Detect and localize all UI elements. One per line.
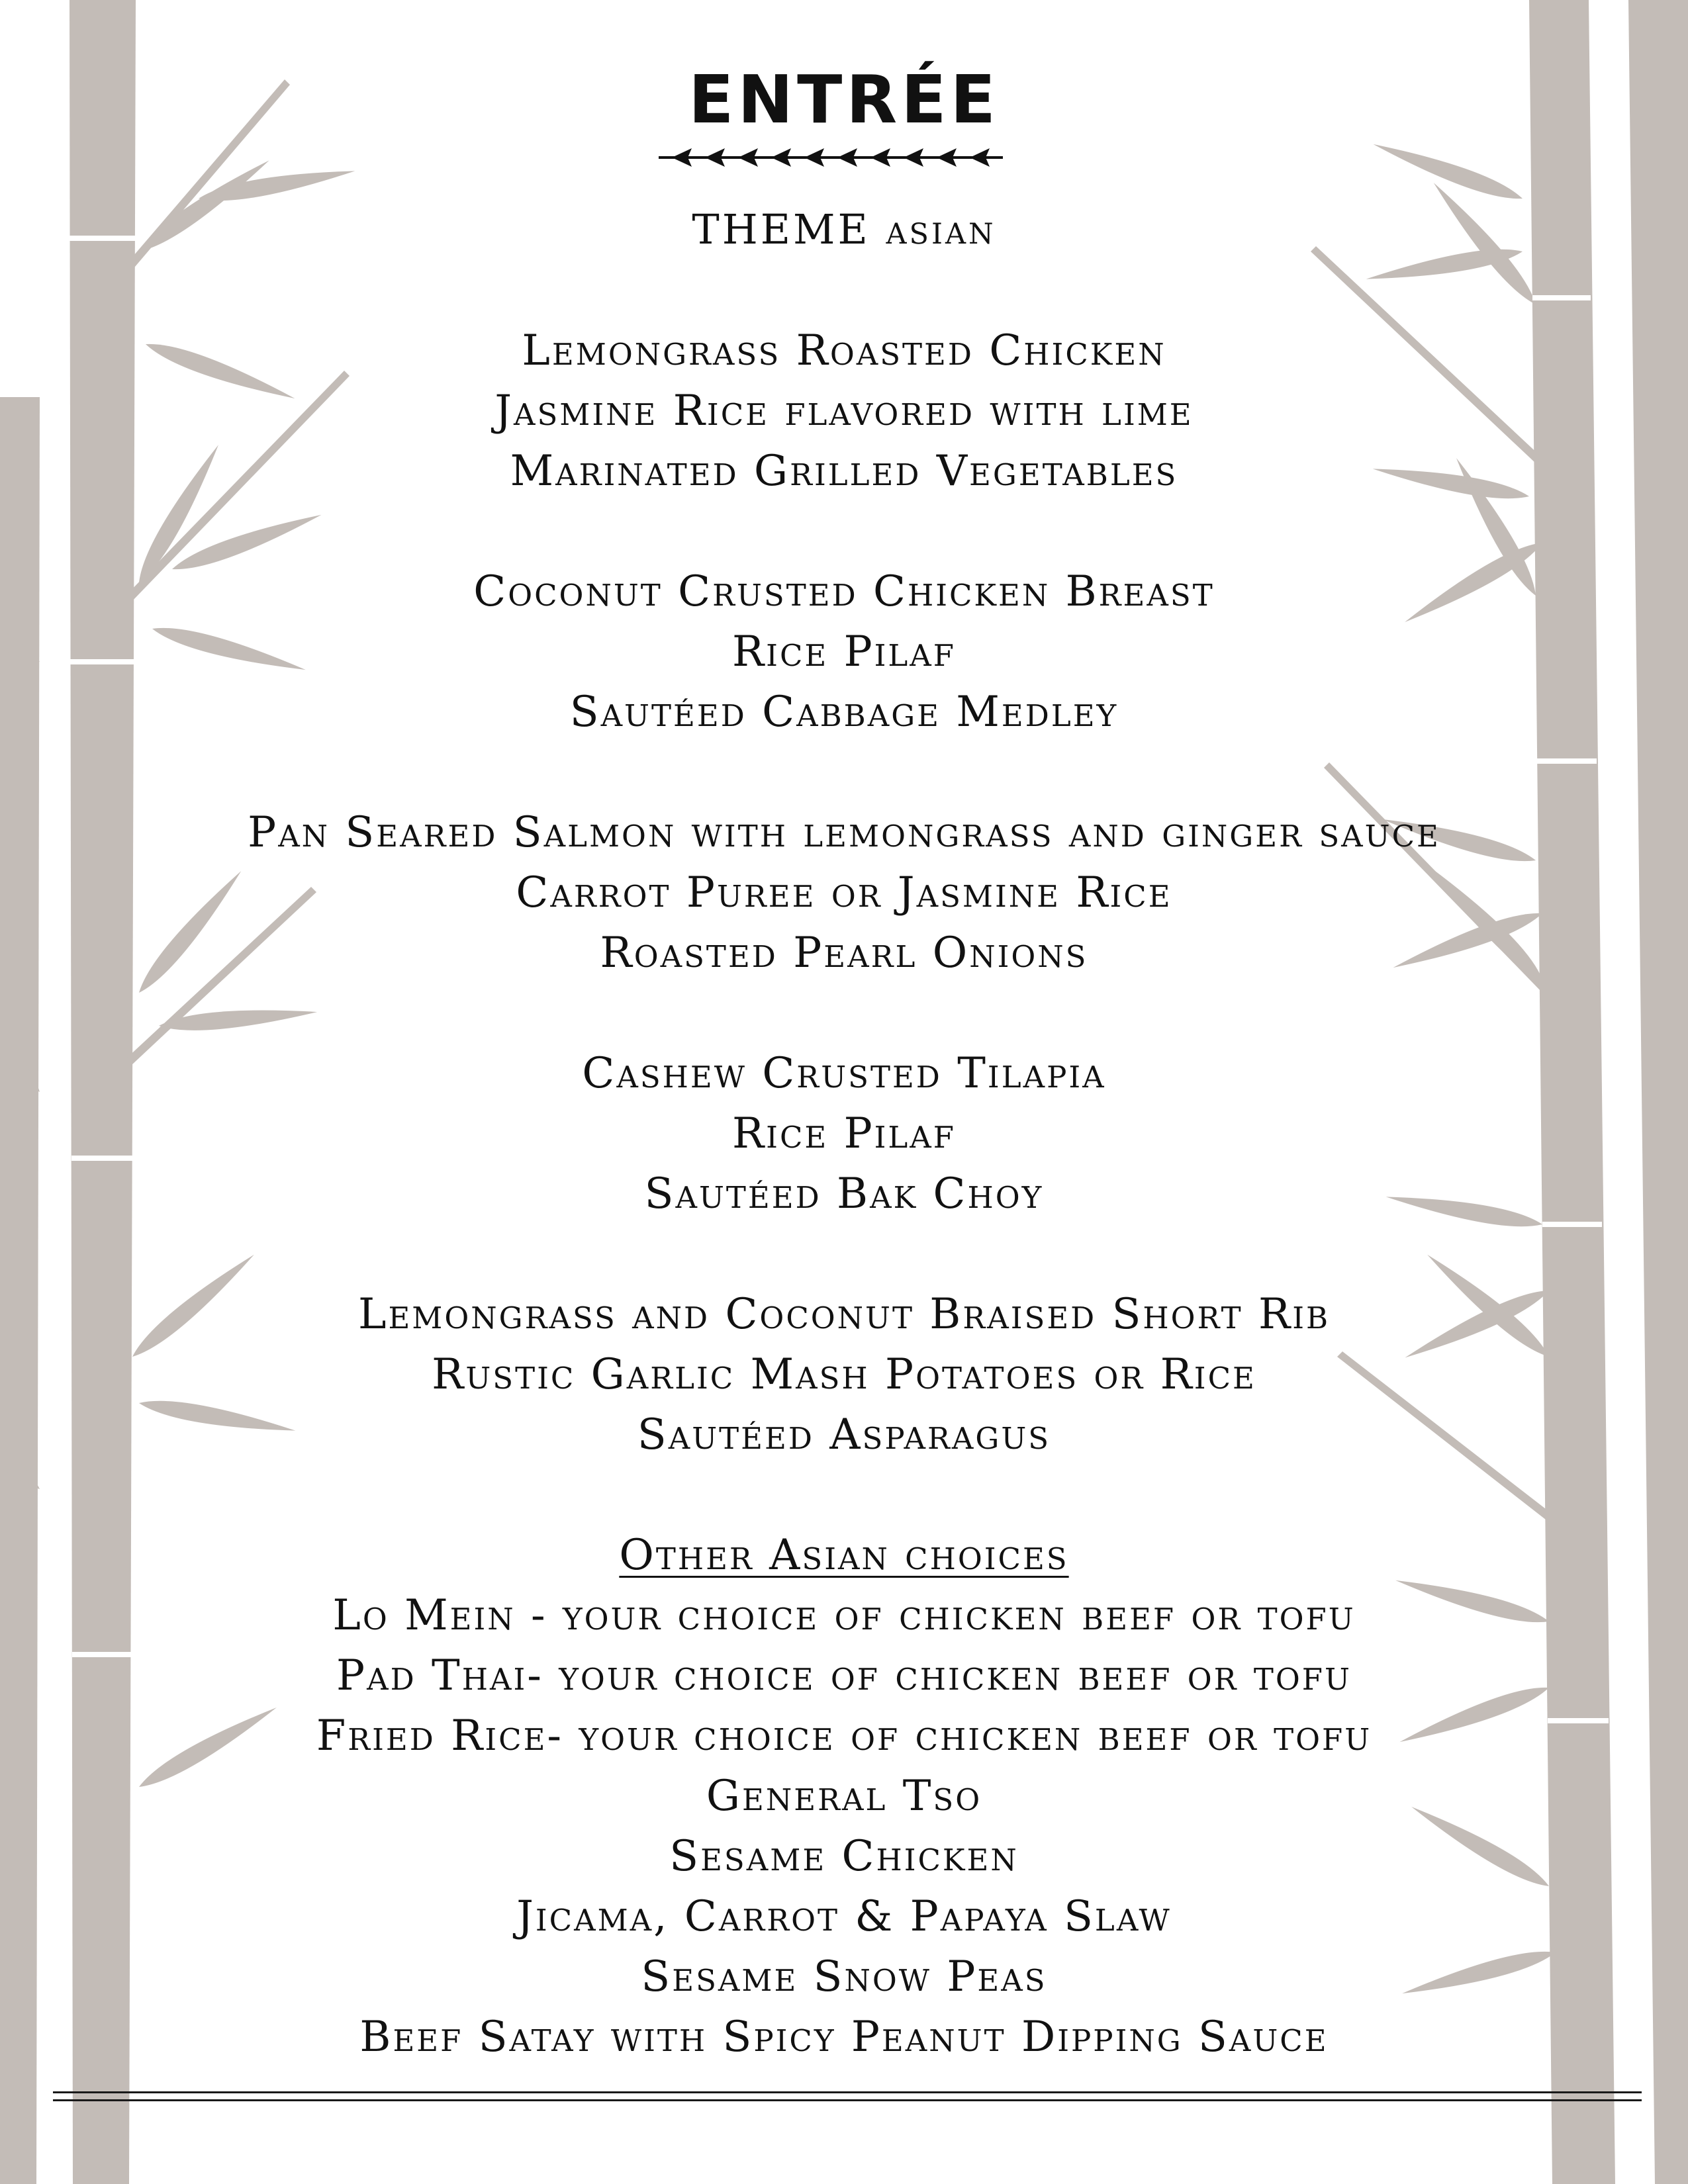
menu-item: Sautéed Asparagus	[637, 1410, 1051, 1459]
menu-item: Lo Mein - your choice of chicken beef or tofu	[332, 1591, 1356, 1640]
menu-item: Sesame Chicken	[669, 1832, 1019, 1881]
entree-menu	[0, 321, 1688, 2128]
menu-item: Lemongrass and Coconut Braised Short Rib	[357, 1290, 1331, 1339]
other-choices-heading: Other Asian choices	[619, 1531, 1069, 1580]
menu-item: Pad Thai- your choice of chicken beef or tofu	[336, 1651, 1352, 1700]
entree-group-3	[0, 803, 1688, 983]
entree-group-2	[0, 562, 1688, 743]
menu-item: Cashew Crusted Tilapia	[582, 1049, 1106, 1098]
leaf-divider-ornament	[659, 144, 1003, 171]
menu-item: Sesame Snow Peas	[641, 1952, 1047, 2001]
menu-item: Lemongrass Roasted Chicken	[522, 326, 1166, 375]
menu-item: Jicama, Carrot & Papaya Slaw	[516, 1892, 1172, 1941]
double-rule-top	[53, 2091, 1642, 2093]
entree-group-1	[0, 321, 1688, 502]
double-rule-bottom	[53, 2099, 1642, 2101]
page-title: ENTRÉE	[688, 61, 1000, 138]
entree-group-4	[0, 1044, 1688, 1224]
entree-group-5	[0, 1285, 1688, 1465]
menu-item: General Tso	[706, 1772, 982, 1821]
menu-item: Pan Seared Salmon with lemongrass and ginger sauce	[248, 808, 1440, 857]
menu-item: Rice Pilaf	[731, 627, 957, 676]
menu-item: Roasted Pearl Onions	[600, 929, 1088, 978]
menu-item: Beef Satay with Spicy Peanut Dipping Sauce	[359, 2013, 1329, 2062]
menu-item: Sautéed Cabbage Medley	[569, 688, 1119, 737]
theme-label: THEME asian	[692, 205, 996, 253]
menu-item: Jasmine Rice flavored with lime	[494, 387, 1194, 435]
menu-item: Marinated Grilled Vegetables	[510, 447, 1178, 496]
menu-item: Fried Rice- your choice of chicken beef or tofu	[316, 1711, 1372, 1760]
menu-item: Rustic Garlic Mash Potatoes or Rice	[432, 1350, 1256, 1399]
menu-item: Sautéed Bak Choy	[644, 1169, 1044, 1218]
menu-item: Carrot Puree or Jasmine Rice	[516, 868, 1172, 917]
other-choices-section	[0, 1525, 1688, 2068]
menu-item: Rice Pilaf	[731, 1109, 957, 1158]
menu-item: Coconut Crusted Chicken Breast	[473, 567, 1215, 616]
